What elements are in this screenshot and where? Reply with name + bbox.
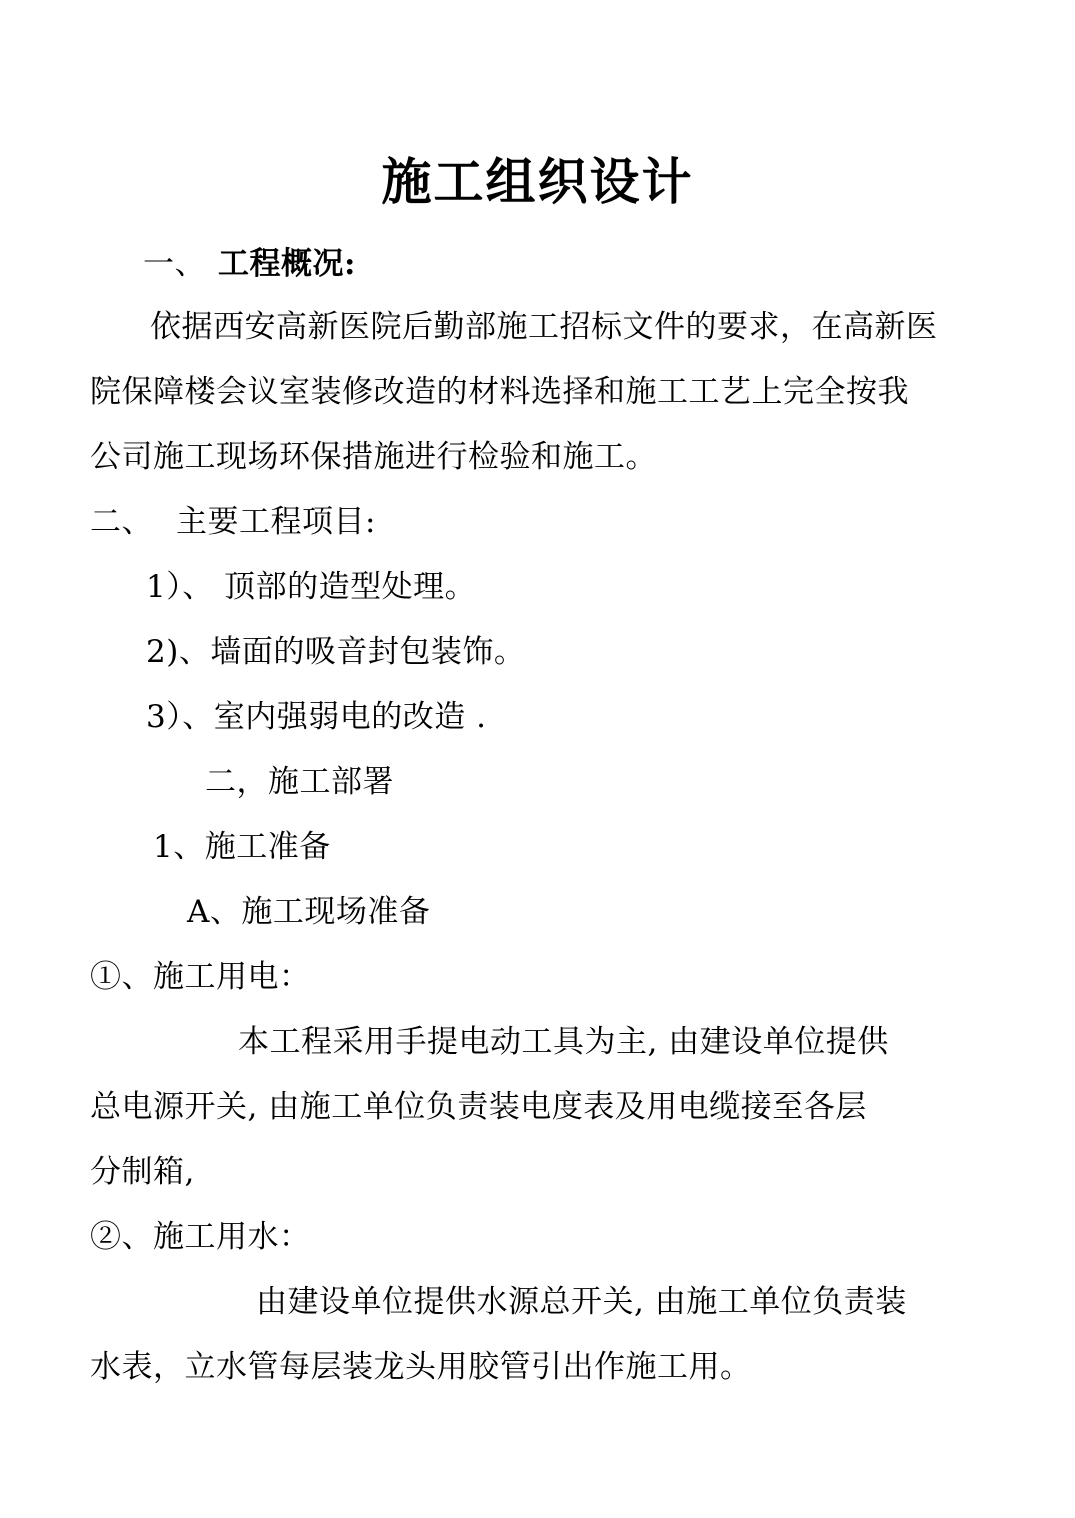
page-title: 施工组织设计: [381, 152, 694, 211]
subsection-1-heading: 1、施工准备: [153, 829, 331, 865]
power-heading: ①、施工用电：: [90, 959, 311, 995]
power-paragraph-line-2: 总电源开关, 由施工单位负责装电度表及用电缆接至各层: [90, 1089, 867, 1125]
project-item-3: 3）、室内强弱电的改造 .: [146, 699, 487, 735]
section-1-paragraph-line-1: 依据西安高新医院后勤部施工招标文件的要求，在高新医: [150, 309, 938, 345]
water-paragraph-line-2: 水表，立水管每层装龙头用胶管引出作施工用。: [90, 1349, 752, 1385]
section-2-number: 二、: [90, 504, 153, 540]
power-paragraph-line-1: 本工程采用手提电动工具为主, 由建设单位提供: [238, 1024, 889, 1060]
section-1-paragraph-line-2: 院保障楼会议室装修改造的材料选择和施工工艺上完全按我: [90, 374, 909, 410]
section-3-heading: 二，施工部署: [205, 764, 394, 800]
water-heading: ②、施工用水：: [90, 1219, 311, 1255]
section-2-heading: 主要工程项目:: [176, 504, 376, 540]
section-1-heading: 工程概况:: [218, 246, 356, 282]
water-paragraph-line-1: 由建设单位提供水源总开关, 由施工单位负责装: [256, 1284, 907, 1320]
project-item-1: 1）、 顶部的造型处理。: [146, 569, 477, 605]
project-item-2: 2)、墙面的吸音封包装饰。: [146, 634, 526, 670]
power-paragraph-line-3: 分制箱,: [90, 1154, 195, 1190]
section-1-paragraph-line-3: 公司施工现场环保措施进行检验和施工。: [90, 439, 657, 475]
section-1-number: 一、: [143, 246, 206, 282]
subsection-a-heading: A、施工现场准备: [187, 894, 431, 930]
